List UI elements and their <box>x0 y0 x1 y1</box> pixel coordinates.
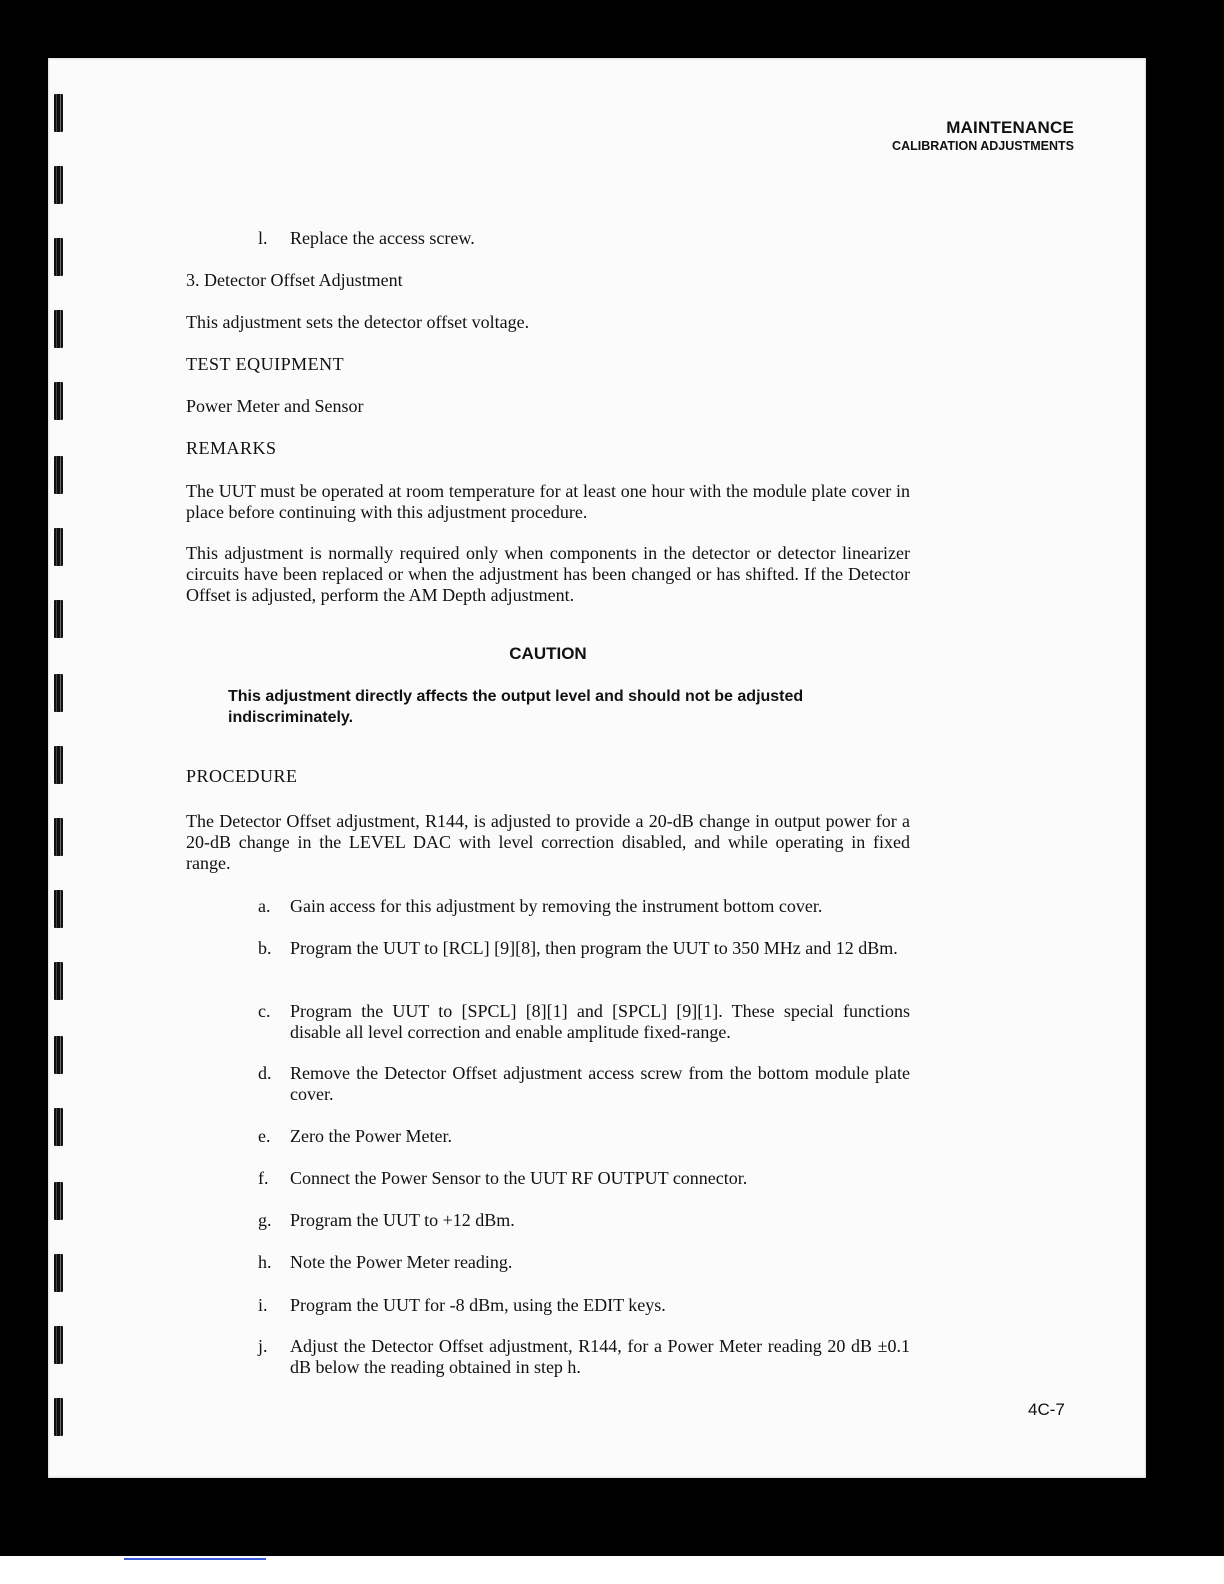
step-letter: e. <box>258 1126 271 1146</box>
step-letter: f. <box>258 1168 269 1188</box>
step-text: Connect the Power Sensor to the UUT RF OUTPUT connector. <box>290 1168 748 1188</box>
binder-mark <box>54 674 63 712</box>
step-text: Remove the Detector Offset adjustment access screw from the bottom module plate cover. <box>290 1063 910 1104</box>
step-letter: d. <box>258 1063 272 1083</box>
binder-mark <box>54 1326 63 1364</box>
step-letter: h. <box>258 1252 272 1272</box>
binder-mark <box>54 746 63 784</box>
step-text: Zero the Power Meter. <box>290 1126 452 1146</box>
remarks-heading: REMARKS <box>186 438 277 458</box>
step-text: Program the UUT to +12 dBm. <box>290 1210 515 1230</box>
test-equipment-item: Power Meter and Sensor <box>186 396 364 416</box>
binder-hole-marks <box>0 0 100 1584</box>
procedure-step-f <box>258 1168 910 1189</box>
intro-step <box>258 228 910 249</box>
step-text: Gain access for this adjustment by removing the instrument bottom cover. <box>290 896 823 916</box>
procedure-step-j <box>258 1336 910 1378</box>
procedure-step-h <box>258 1252 910 1273</box>
bottom-link-underline <box>124 1558 266 1560</box>
procedure-step-a <box>258 896 910 917</box>
caution-title: CAUTION <box>509 644 587 663</box>
step-letter: j. <box>258 1336 268 1356</box>
step-text: Program the UUT to [SPCL] [8][1] and [SPCL] [9][1]. These special functions disable all level correction and enable amplitude fixed-range. <box>290 1001 910 1042</box>
step-text: Adjust the Detector Offset adjustment, R144, for a Power Meter reading 20 dB ±0.1 dB below the reading obtained in step h. <box>290 1336 910 1377</box>
page-number: 4C-7 <box>1028 1400 1065 1419</box>
header-subtitle: CALIBRATION ADJUSTMENTS <box>892 139 1074 153</box>
binder-mark <box>54 238 63 276</box>
binder-mark <box>54 1108 63 1146</box>
binder-mark <box>54 310 63 348</box>
binder-mark <box>54 600 63 638</box>
procedure-heading: PROCEDURE <box>186 766 298 786</box>
binder-mark <box>54 456 63 494</box>
test-equipment-heading: TEST EQUIPMENT <box>186 354 345 374</box>
binder-mark <box>54 166 63 204</box>
step-text: Program the UUT for -8 dBm, using the EDIT keys. <box>290 1295 666 1315</box>
bottom-strip <box>0 1556 1224 1584</box>
binder-mark <box>54 382 63 420</box>
step-text: Note the Power Meter reading. <box>290 1252 513 1272</box>
procedure-step-c <box>258 1001 910 1043</box>
binder-mark <box>54 94 63 132</box>
section-title: 3. Detector Offset Adjustment <box>186 270 403 290</box>
procedure-step-b <box>258 938 910 959</box>
running-header <box>892 118 1074 153</box>
procedure-step-e <box>258 1126 910 1147</box>
binder-mark <box>54 962 63 1000</box>
binder-mark <box>54 528 63 566</box>
procedure-step-i <box>258 1295 910 1316</box>
remarks-paragraph-1: The UUT must be operated at room temperature for at least one hour with the module plate cover in place before continuing with this adjustment procedure. <box>186 481 910 522</box>
procedure-step-g <box>258 1210 910 1231</box>
caution-text: This adjustment directly affects the output level and should not be adjusted indiscriminately. <box>228 688 804 726</box>
step-letter: l. <box>258 228 268 248</box>
binder-mark <box>54 818 63 856</box>
binder-mark <box>54 890 63 928</box>
binder-mark <box>54 1182 63 1220</box>
step-letter: g. <box>258 1210 272 1230</box>
step-letter: c. <box>258 1001 271 1021</box>
binder-mark <box>54 1036 63 1074</box>
section-description: This adjustment sets the detector offset voltage. <box>186 312 530 332</box>
procedure-intro: The Detector Offset adjustment, R144, is adjusted to provide a 20-dB change in output power for a 20-dB change in the LEVEL DAC with level correction disabled, and while operating in fixed range. <box>186 811 910 873</box>
header-title: MAINTENANCE <box>946 118 1074 137</box>
step-letter: b. <box>258 938 272 958</box>
binder-mark <box>54 1254 63 1292</box>
binder-mark <box>54 1398 63 1436</box>
remarks-paragraph-2: This adjustment is normally required only when components in the detector or detector linearizer circuits have been replaced or when the adjustment has been changed or has shifted. If the Detector Offset is adjusted, perform the AM Depth adjustment. <box>186 543 910 605</box>
step-text: Program the UUT to [RCL] [9][8], then program the UUT to 350 MHz and 12 dBm. <box>290 938 898 958</box>
procedure-step-d <box>258 1063 910 1105</box>
step-letter: i. <box>258 1295 268 1315</box>
step-text: Replace the access screw. <box>290 228 475 248</box>
step-letter: a. <box>258 896 271 916</box>
